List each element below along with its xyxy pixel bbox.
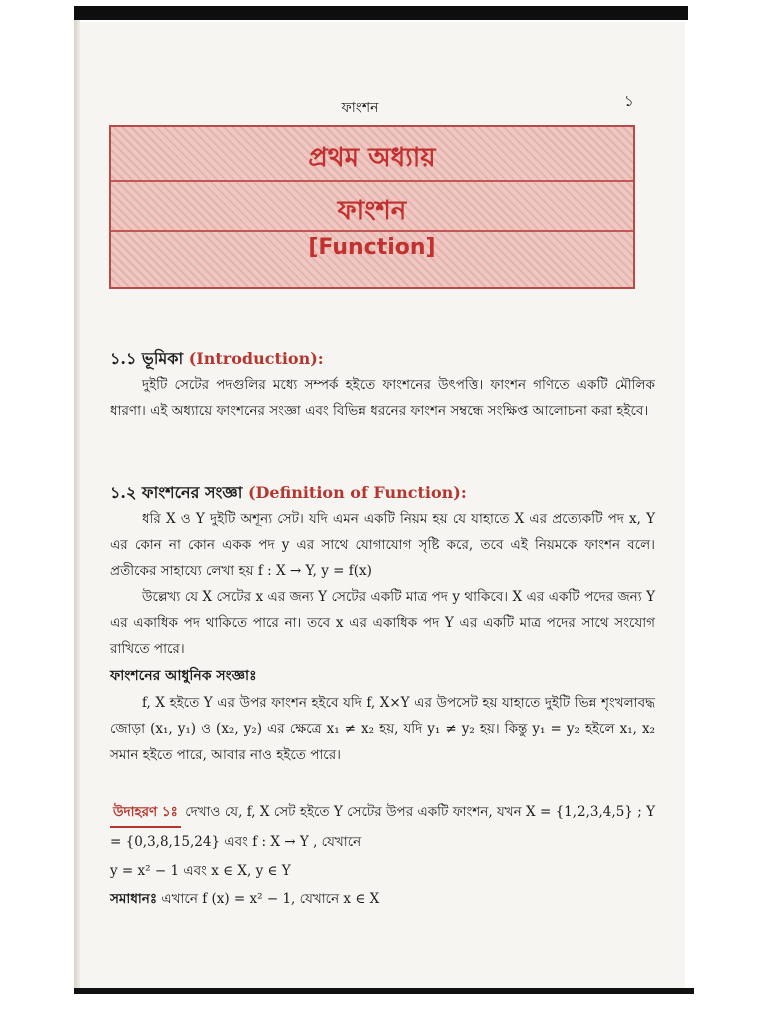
modern-definition-paragraph: f, X হইতে Y এর উপর ফাংশন হইবে যদি f, X×Y এর উপসেট হয় যাহাতে দুইটি ভিন্ন শৃংখলাবদ্ধ জোড়া (x₁, y₁) ও (x₂, y₂) এর ক্ষেত্রে x₁ ≠ x₂ হয়, যদি y₁ ≠ y₂ হয়। কিন্তু y₁ = y₂ হইলে x₁, x₂ সমান হইতে পারে, আবার নাও হইতে পারে। xyxy=(110,695,655,763)
section-heading-definition xyxy=(110,480,467,507)
page-number: ১ xyxy=(624,92,634,110)
title-divider xyxy=(111,180,633,182)
scan-top-edge xyxy=(74,6,688,20)
scan-bottom-edge xyxy=(74,988,694,994)
section-heading-introduction xyxy=(110,346,324,373)
solution-label: সমাধানঃ xyxy=(110,891,158,907)
chapter-label: প্রথম অধ্যায় xyxy=(308,143,436,173)
example-1-statement xyxy=(110,798,655,856)
title-divider xyxy=(111,230,633,232)
introduction-paragraph: দুইটি সেটের পদগুলির মধ্যে সম্পর্ক হইতে ফাংশনের উৎপত্তি। ফাংশন গণিতে একটি মৌলিক ধারণা। এই অধ্যায়ে ফাংশনের সংজ্ঞা এবং বিভিন্ন ধরনের ফাংশন সম্বন্ধে সংক্ষিপ্ত আলোচনা করা হইবে। xyxy=(110,377,655,419)
definition-paragraph: ধরি X ও Y দুইটি অশূন্য সেট। যদি এমন একটি নিয়ম হয় যে যাহাতে X এর প্রত্যেকটি পদ x, Y এর কোন না কোন একক পদ y এর সাথে যোগাযোগ সৃষ্টি করে, তবে এই নিয়মকে ফাংশন বলে। প্রতীকের সাহায্যে লেখা হয় f : X → Y, y = f(x) xyxy=(110,511,655,579)
modern-definition-heading: ফাংশনের আধুনিক সংজ্ঞাঃ xyxy=(110,668,257,684)
heading-english: (Definition of Function): xyxy=(247,483,467,502)
heading-english: (Introduction): xyxy=(188,349,324,368)
solution-text: এখানে f (x) = x² − 1, যেখানে x ∈ X xyxy=(157,891,380,907)
example-1-solution xyxy=(110,886,655,912)
chapter-title-english: [Function] xyxy=(308,235,436,260)
chapter-title-bengali: ফাংশন xyxy=(337,196,407,226)
example-text: দেখাও যে, f, X সেট হইতে Y সেটের উপর একটি ফাংশন, যখন X = {1,2,3,4,5} ; Y = {0,3,8,15,24} এবং f : X → Y , যেখানে xyxy=(110,804,655,850)
example-label: উদাহরণ ১ঃ xyxy=(110,798,181,828)
running-title: ফাংশন xyxy=(341,100,379,116)
example-1-condition: y = x² − 1 এবং x ∈ X, y ∈ Y xyxy=(110,863,291,879)
chapter-title-box xyxy=(109,125,635,289)
heading-bengali: ১.১ ভূমিকা xyxy=(110,349,189,368)
definition-note-paragraph: উল্লেখ্য যে X সেটের x এর জন্য Y সেটের একটি মাত্র পদ y থাকিবে। X এর একটি পদের জন্য Y এর একাধিক পদ থাকিতে পারে না। তবে x এর একাধিক পদ Y এর একটি মাত্র পদের সাথে সংযোগ রাখিতে পারে। xyxy=(110,589,655,657)
heading-bengali: ১.২ ফাংশনের সংজ্ঞা xyxy=(110,483,248,502)
